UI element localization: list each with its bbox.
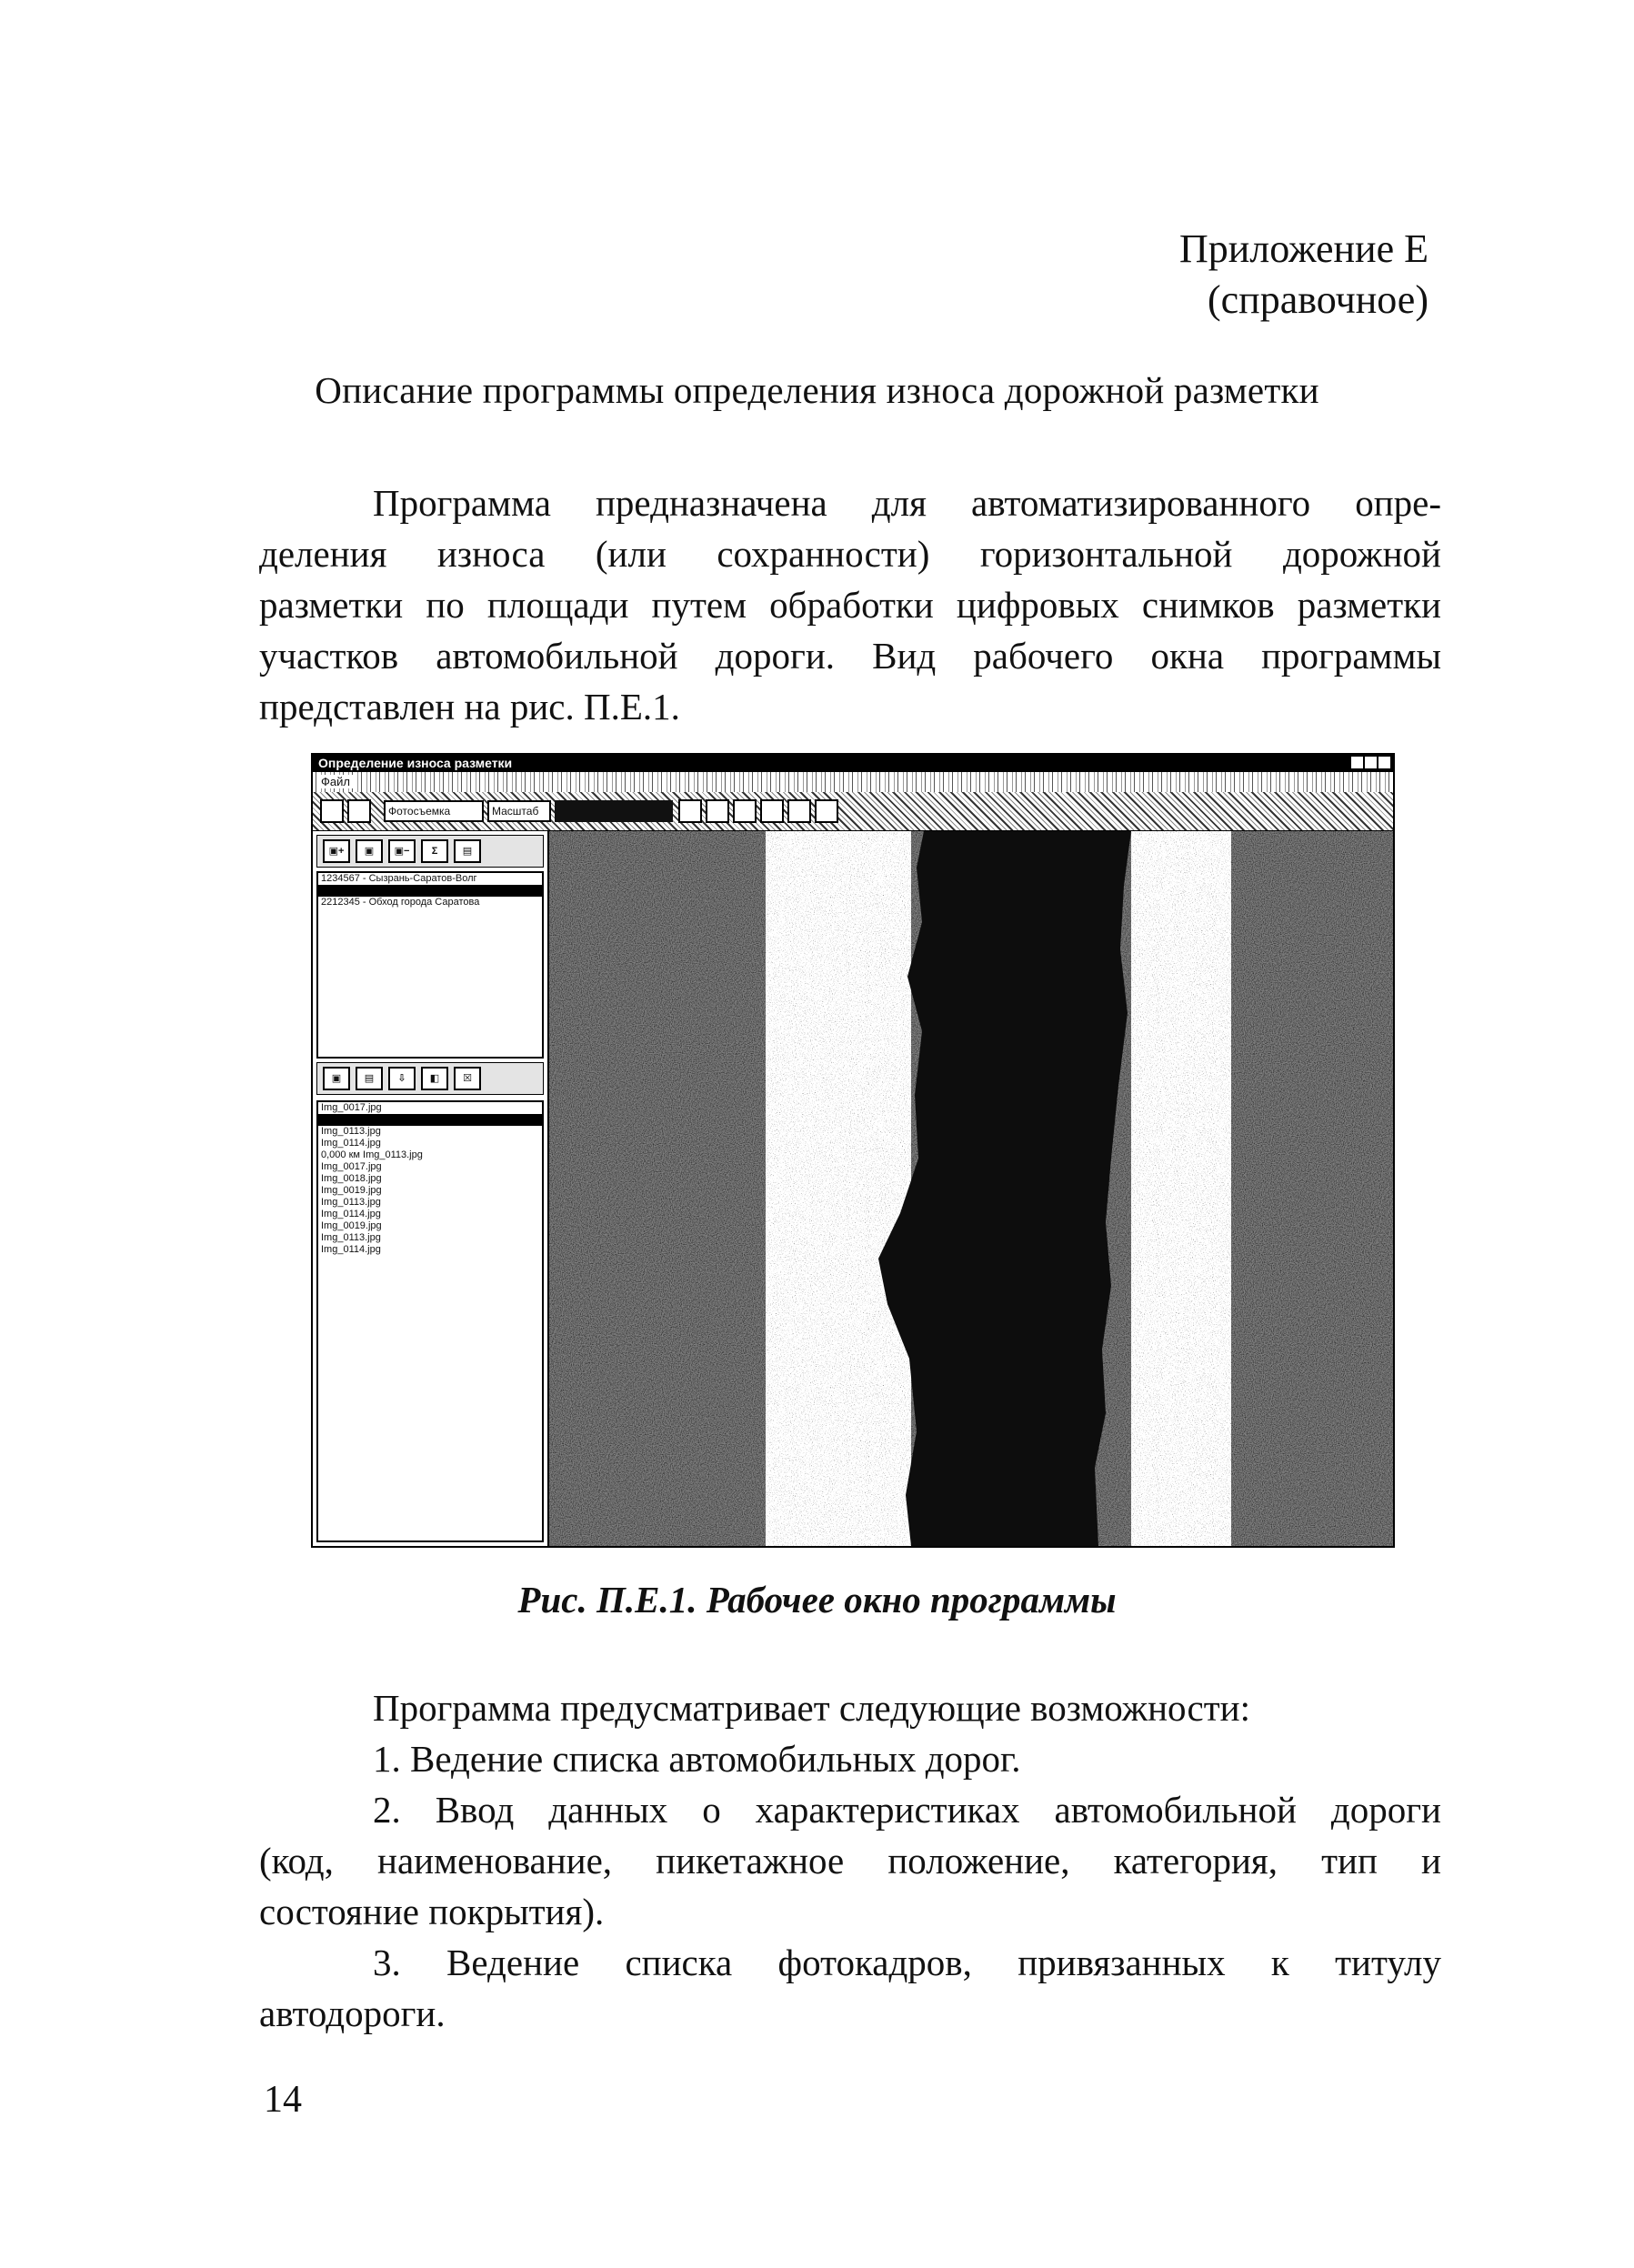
- add-frame-button[interactable]: ▣: [323, 1067, 350, 1090]
- features-line: 3. Ведение списка фотокадров, привязанных к титулу: [373, 1942, 1441, 1983]
- list-item-selected[interactable]: [318, 1114, 542, 1126]
- features-line: Программа предусматривает следующие возможности:: [373, 1687, 1251, 1729]
- minimize-icon[interactable]: [1351, 757, 1363, 768]
- intro-line: деления износа (или сохранности) горизонтальной дорожной: [259, 533, 1441, 575]
- list-item[interactable]: Img_0113.jpg: [321, 1232, 381, 1243]
- tool-icon[interactable]: [760, 799, 784, 823]
- figure-caption: Рис. П.Е.1. Рабочее окно программы: [517, 1579, 1117, 1621]
- features-paragraph: [259, 1682, 1441, 2039]
- list-item[interactable]: 2212345 - Обход города Саратова: [321, 897, 480, 908]
- sum-button[interactable]: Σ: [421, 839, 448, 863]
- roads-list[interactable]: [316, 871, 544, 1059]
- features-line: состояние покрытия).: [259, 1891, 605, 1932]
- menu-bar: [313, 772, 1393, 792]
- delete-frame-button[interactable]: ☒: [454, 1067, 481, 1090]
- report-button[interactable]: ▤: [454, 839, 481, 863]
- edit-road-button[interactable]: ▣: [356, 839, 383, 863]
- scale-field[interactable]: [555, 800, 673, 822]
- section-title: Описание программы определения износа дорожной разметки: [315, 369, 1319, 411]
- list-item[interactable]: Img_0017.jpg: [321, 1102, 382, 1113]
- list-item-selected[interactable]: [318, 885, 542, 897]
- open-icon[interactable]: [320, 799, 344, 823]
- list-item[interactable]: Img_0018.jpg: [321, 1173, 382, 1184]
- intro-line: представлен на рис. П.Е.1.: [259, 686, 680, 728]
- maximize-icon[interactable]: [1365, 757, 1377, 768]
- page-number: 14: [264, 2079, 302, 2121]
- program-window-figure: [311, 753, 1395, 1548]
- road-photo-view[interactable]: [549, 831, 1393, 1546]
- zoom-icon[interactable]: [678, 799, 702, 823]
- road-marking-photo: [549, 831, 1393, 1546]
- list-item[interactable]: Img_0019.jpg: [321, 1185, 382, 1196]
- intro-line: Программа предназначена для автоматизированного опре-: [373, 482, 1441, 524]
- left-panel: [313, 831, 549, 1546]
- list-item[interactable]: 0,000 км Img_0113.jpg: [321, 1149, 423, 1160]
- add-road-button[interactable]: ▣+: [323, 839, 350, 863]
- window-title: Определение износа разметки: [318, 756, 513, 770]
- list-item[interactable]: Img_0114.jpg: [321, 1138, 381, 1149]
- list-item[interactable]: Img_0113.jpg: [321, 1126, 381, 1137]
- list-item[interactable]: Img_0019.jpg: [321, 1220, 382, 1231]
- save-icon[interactable]: [347, 799, 371, 823]
- frames-toolbar: [316, 1062, 544, 1095]
- list-item[interactable]: Img_0114.jpg: [321, 1244, 381, 1255]
- import-frame-button[interactable]: ⇩: [388, 1067, 416, 1090]
- menu-file[interactable]: Файл: [318, 775, 353, 788]
- settings-icon[interactable]: [815, 799, 838, 823]
- frames-list[interactable]: [316, 1100, 544, 1542]
- roads-toolbar: [316, 835, 544, 868]
- list-item[interactable]: Img_0113.jpg: [321, 1197, 381, 1208]
- analyze-frame-button[interactable]: ◧: [421, 1067, 448, 1090]
- window-titlebar: [313, 755, 1393, 772]
- features-line: (код, наименование, пикетажное положение, категория, тип и: [259, 1840, 1441, 1882]
- features-line: автодороги.: [259, 1992, 446, 2034]
- image-icon[interactable]: [733, 799, 757, 823]
- features-line: 1. Ведение списка автомобильных дорог.: [373, 1738, 1021, 1780]
- eye-icon[interactable]: [787, 799, 811, 823]
- intro-line: участков автомобильной дороги. Вид рабочего окна программы: [259, 635, 1441, 677]
- list-item[interactable]: Img_0114.jpg: [321, 1209, 381, 1219]
- close-icon[interactable]: [1378, 757, 1390, 768]
- features-line: 2. Ввод данных о характеристиках автомобильной дороги: [373, 1789, 1441, 1831]
- list-item[interactable]: Img_0017.jpg: [321, 1161, 382, 1172]
- intro-line: разметки по площади путем обработки цифровых снимков разметки: [259, 584, 1441, 626]
- photo-mode-field[interactable]: Фотосъемка: [384, 800, 484, 822]
- appendix-type: (справочное): [1208, 277, 1428, 322]
- print-frame-button[interactable]: ▤: [356, 1067, 383, 1090]
- main-toolbar: [313, 792, 1393, 831]
- scale-label: Масштаб: [487, 800, 551, 822]
- grid-icon[interactable]: [706, 799, 729, 823]
- appendix-label: Приложение Е: [1178, 226, 1428, 271]
- list-item[interactable]: 1234567 - Сызрань-Саратов-Волг: [321, 873, 477, 884]
- intro-paragraph: [259, 477, 1441, 732]
- remove-road-button[interactable]: ▣−: [388, 839, 416, 863]
